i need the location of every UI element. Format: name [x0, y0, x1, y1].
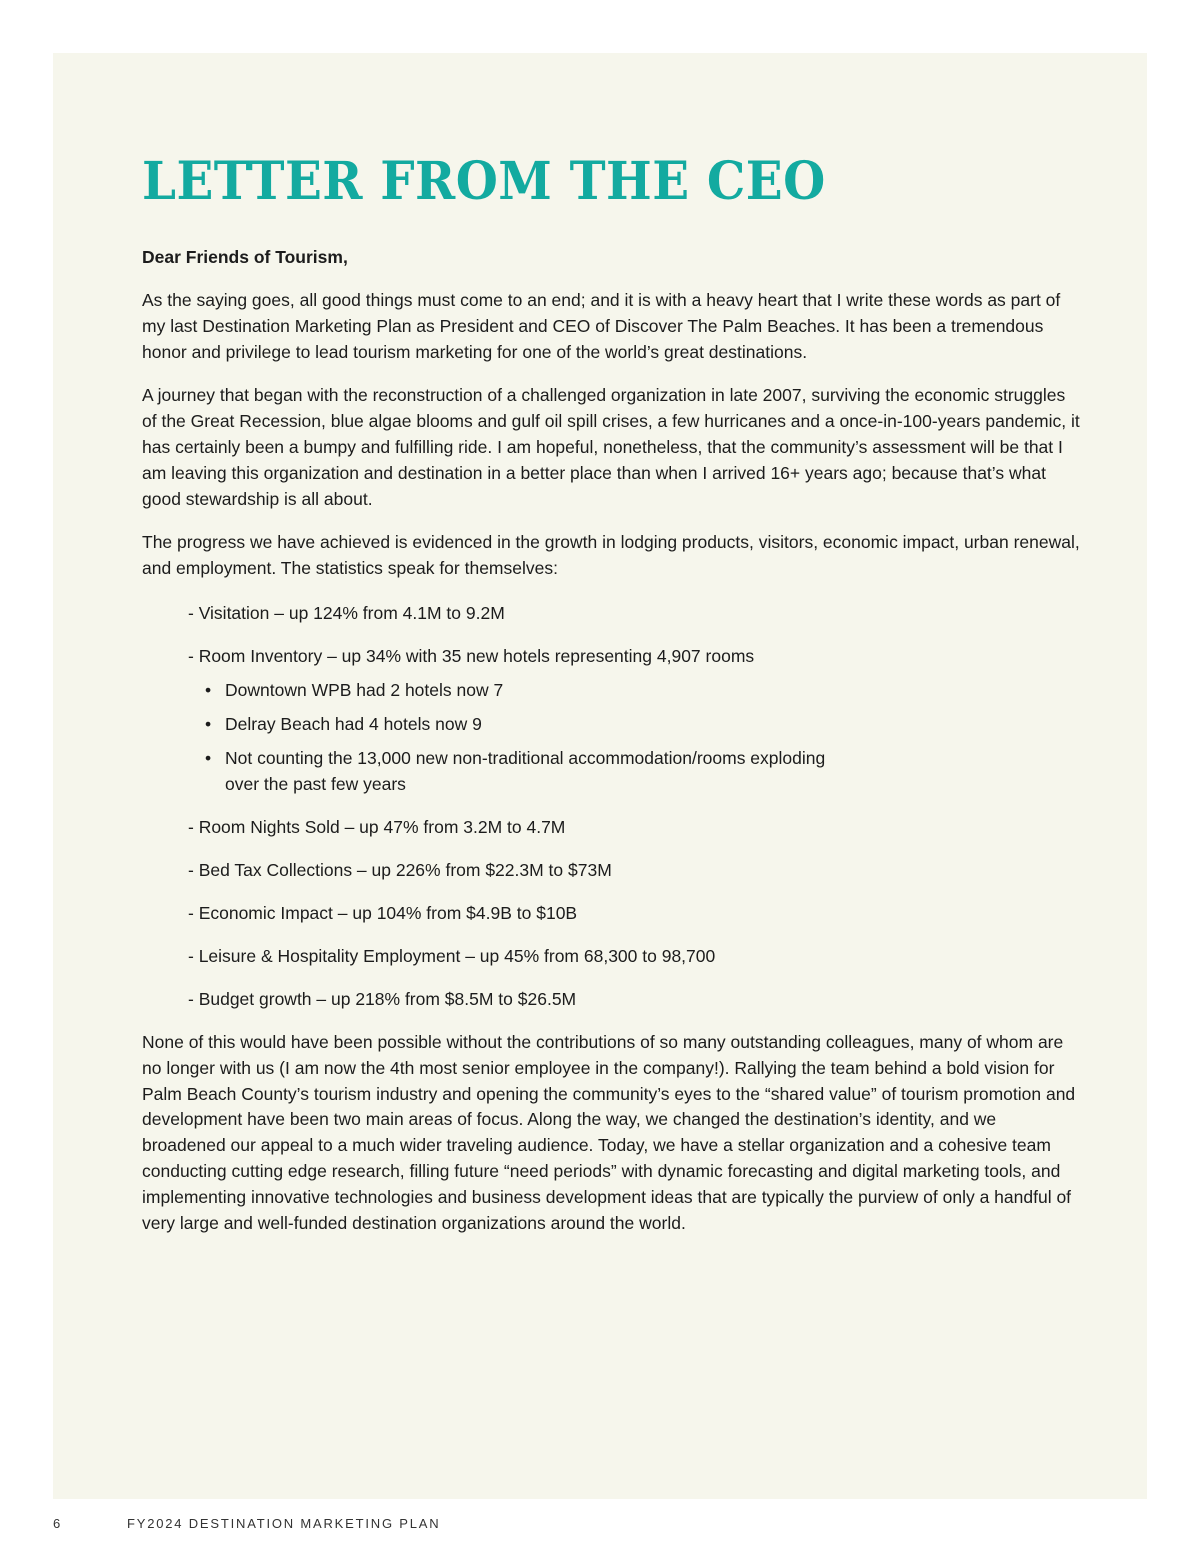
- letter-content: [142, 150, 1082, 1236]
- stat-economic-impact: - Economic Impact – up 104% from $4.9B to $10B: [188, 902, 578, 923]
- detail-text: Downtown WPB had 2 hotels now 7: [225, 679, 504, 700]
- stat-budget: - Budget growth – up 218% from $8.5M to $26.5M: [188, 988, 577, 1009]
- page-number: 6: [53, 1516, 61, 1531]
- detail-text: Not counting the 13,000 new non-traditional accommodation/rooms exploding over the past few years: [225, 747, 826, 794]
- stat-room-nights: - Room Nights Sold – up 47% from 3.2M to 4.7M: [188, 816, 566, 837]
- page-footer: [0, 1516, 1200, 1536]
- paragraph-progress: The progress we have achieved is evidenced in the growth in lodging products, visitors, economic impact, urban renewal, and employment. The statistics speak for themselves:: [142, 532, 1080, 579]
- statistics-list: [142, 600, 1082, 1012]
- stat-bed-tax: - Bed Tax Collections – up 226% from $22.3M to $73M: [188, 859, 612, 880]
- document-title: FY2024 DESTINATION MARKETING PLAN: [127, 1516, 441, 1531]
- stat-visitation: - Visitation – up 124% from 4.1M to 9.2M: [188, 602, 505, 623]
- page-title: LETTER FROM THE CEO: [142, 151, 826, 212]
- paragraph-journey: A journey that began with the reconstruction of a challenged organization in late 2007, surviving the economic struggles of the Great Recession, blue algae blooms and gulf oil spill crises, a few hurricanes and a once-in-100-years pandemic, it has certainly been a bumpy and fulfilling ride. I am hopeful, nonetheless, that the community’s assessment will be that I am leaving this organization and destination in a better place than when I arrived 16+ years ago; because that’s what good stewardship is all about.: [142, 385, 1080, 509]
- bullet-icon: •: [205, 747, 212, 768]
- paragraph-intro: As the saying goes, all good things must come to an end; and it is with a heavy heart that I write these words as part of my last Destination Marketing Plan as President and CEO of Discover The Palm Beaches. It has been a tremendous honor and privilege to lead tourism marketing for one of the world’s great destinations.: [142, 290, 1061, 362]
- room-inventory-details: [188, 677, 1082, 797]
- salutation: Dear Friends of Tourism,: [142, 247, 348, 267]
- list-item: [205, 677, 845, 703]
- bullet-icon: •: [205, 679, 212, 700]
- bullet-icon: •: [205, 713, 212, 734]
- stat-room-inventory: [188, 643, 1082, 797]
- paragraph-colleagues: None of this would have been possible without the contributions of so many outstanding colleagues, many of whom are no longer with us (I am now the 4th most senior employee in the company!). Rallying the team behind a bold vision for Palm Beach County’s tourism industry and opening the community’s eyes to the “shared value” of tourism promotion and development have been two main areas of focus. Along the way, we changed the destination’s identity, and we broadened our appeal to a much wider traveling audience. Today, we have a stellar organization and a cohesive team conducting cutting edge research, filling future “need periods” with dynamic forecasting and digital marketing tools, and implementing innovative technologies and business development ideas that are typically the purview of only a handful of very large and well-funded destination organizations around the world.: [142, 1031, 1076, 1233]
- list-item: [205, 711, 845, 737]
- detail-text: Delray Beach had 4 hotels now 9: [225, 713, 482, 734]
- list-item: [205, 745, 845, 797]
- stat-room-inventory-label: - Room Inventory – up 34% with 35 new hotels representing 4,907 rooms: [188, 645, 755, 666]
- stat-employment: - Leisure & Hospitality Employment – up 45% from 68,300 to 98,700: [188, 945, 716, 966]
